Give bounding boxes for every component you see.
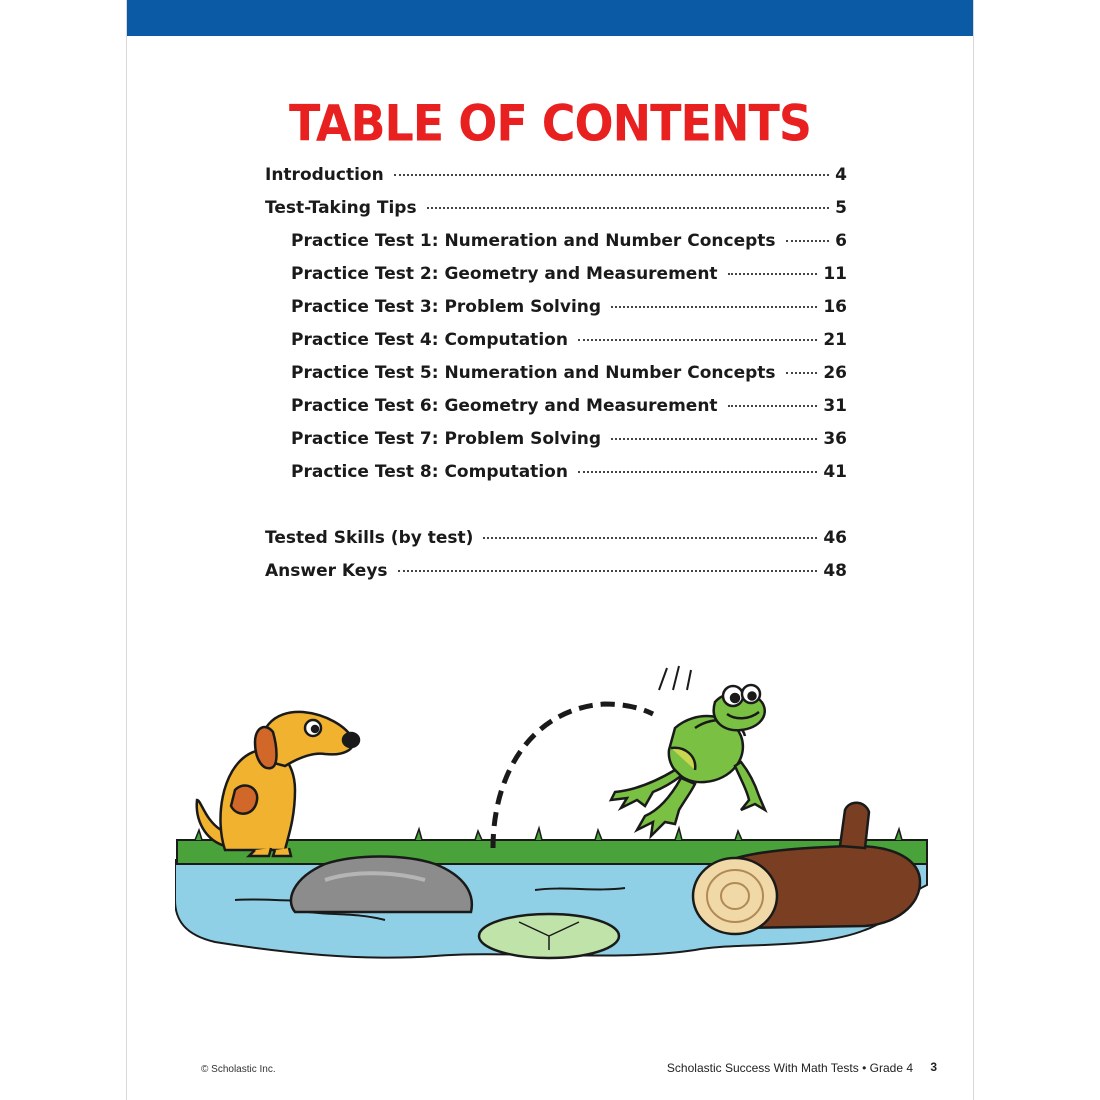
toc-entry-page: 36 (823, 429, 847, 449)
toc-entry (291, 462, 847, 494)
copyright: © Scholastic Inc. (201, 1064, 276, 1075)
toc-dot-leader (611, 306, 817, 308)
toc-entry (291, 330, 847, 362)
toc-entry-page: 16 (823, 297, 847, 317)
dog (197, 712, 359, 856)
toc-entry-label: Practice Test 4: Computation (291, 330, 568, 350)
toc-entry-page: 48 (823, 561, 847, 581)
toc-dot-leader (728, 273, 818, 275)
jump-path (493, 704, 653, 848)
toc-entry-page: 46 (823, 528, 847, 548)
toc-entry-label: Practice Test 5: Numeration and Number Concepts (291, 363, 776, 383)
toc-entry-page: 6 (835, 231, 847, 251)
toc-entry-label: Practice Test 8: Computation (291, 462, 568, 482)
toc-entry (265, 198, 847, 230)
toc-entry-page: 41 (823, 462, 847, 482)
toc-entry-label: Tested Skills (by test) (265, 528, 474, 548)
toc-dot-leader (483, 537, 817, 539)
toc-entry-label: Practice Test 7: Problem Solving (291, 429, 602, 449)
page-title: TABLE OF CONTENTS (289, 93, 811, 153)
toc-entry (265, 561, 847, 593)
toc-dot-leader (786, 372, 818, 374)
toc-entry-page: 4 (835, 165, 847, 185)
header-bar (127, 0, 973, 36)
toc-entry (291, 363, 847, 395)
toc-dot-leader (786, 240, 830, 242)
toc-dot-leader (611, 438, 817, 440)
toc-entry-page: 26 (823, 363, 847, 383)
toc-entry-label: Practice Test 6: Geometry and Measurement (291, 396, 718, 416)
toc-dot-leader (427, 207, 830, 209)
toc-entry-page: 31 (823, 396, 847, 416)
toc-entry (291, 297, 847, 329)
book-title-footer: Scholastic Success With Math Tests • Grade 4 (666, 1061, 913, 1075)
toc-entry-page: 5 (835, 198, 847, 218)
toc-entry (265, 165, 847, 197)
toc-entry (291, 429, 847, 461)
toc-entry-label: Introduction (265, 165, 384, 185)
toc-entry (265, 528, 847, 560)
toc-entry-label: Test-Taking Tips (265, 198, 417, 218)
toc-dot-leader (398, 570, 818, 572)
toc-entry-label: Practice Test 1: Numeration and Number Concepts (291, 231, 776, 251)
toc-entry (291, 231, 847, 263)
toc-entry (291, 396, 847, 428)
toc-dot-leader (728, 405, 818, 407)
toc-entry (291, 264, 847, 296)
toc-dot-leader (578, 339, 817, 341)
pond-illustration (175, 650, 935, 970)
toc-entry-label: Practice Test 3: Problem Solving (291, 297, 602, 317)
toc-dot-leader (394, 174, 829, 176)
toc-entry-label: Practice Test 2: Geometry and Measurement (291, 264, 718, 284)
toc-entry-label: Answer Keys (265, 561, 388, 581)
toc-entry-page: 11 (823, 264, 847, 284)
page-number: 3 (930, 1060, 937, 1074)
toc-entry-page: 21 (823, 330, 847, 350)
toc-dot-leader (578, 471, 817, 473)
page (127, 0, 973, 1100)
